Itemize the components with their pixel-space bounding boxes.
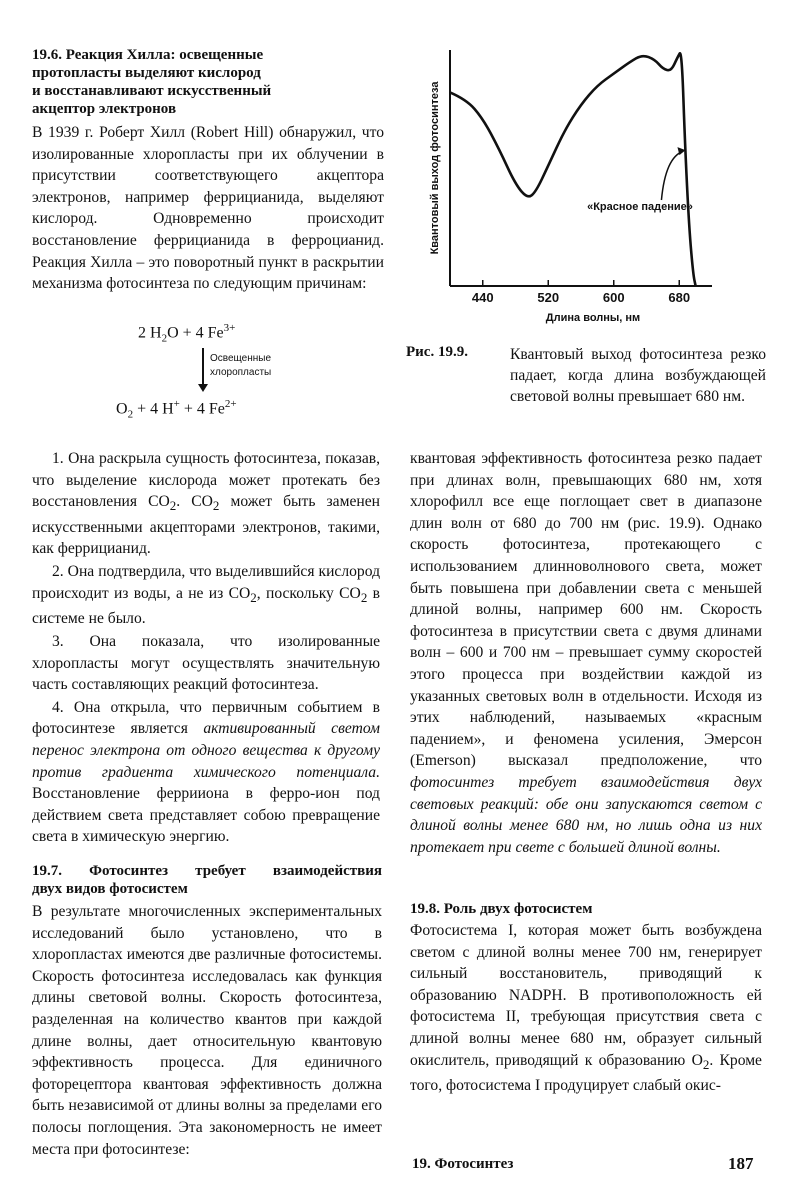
section-19-7-text: В результате многочисленных экспериментальных исследований было установлено, что в хлоропластах имеются две различные фотосистемы. Скорость фотосинтеза исследовалась как функция длины световой волны. Скорость фотосинтеза, разделенная на количество квантов при каждой длине волны, дает относительную квантовую эффективность процесса. Для единичного фоторецептора квантовая эффективность должна быть независимой от длины волны за пределами его полосы поглощения. Эта закономерность не имеет места при фотосинтезе: bbox=[32, 903, 382, 1158]
quantum-yield-chart bbox=[420, 40, 720, 330]
section-19-6-heading: 19.6. Реакция Хилла: освещенные протопласты выделяют кислород и восстанавливают искусственный акцептор электронов bbox=[32, 47, 272, 117]
hill-equation bbox=[116, 322, 380, 422]
figure-caption bbox=[406, 344, 766, 407]
section-19-6-intro: В 1939 г. Роберт Хилл (Robert Hill) обнаружил, что изолированные хлоропласты при их облучении в присутствии соответствующего акцептора электронов, например феррицианида, выделяют кислород. Одновременно происходит восстановление феррицианида в ферроцианид. Реакция Хилла – это поворотный пункт в раскрытии механизма фотосинтеза по следующим причинам: bbox=[32, 124, 384, 293]
x-tick-label: 520 bbox=[537, 290, 560, 305]
list-item: 3. Она показала, что изолированные хлоропласты могут осуществлять значительную часть составляющих реакций фотосинтеза. bbox=[32, 632, 380, 694]
list-item: 1. Она раскрыла сущность фотосинтеза, показав, что выделение кислорода может протекать без восстановления $CO_2$. $CO_2$ может быть заменен искусственными акцепторами электронов, такими, как феррицианид. bbox=[32, 450, 380, 558]
equation-top: 2 $H_2O + 4$ $Fe^{3+}$ bbox=[138, 322, 236, 345]
x-tick-label: 440 bbox=[471, 290, 494, 305]
section-19-8-text: Фотосистема I, которая может быть возбуждена светом с длиной волны менее 700 нм, генерирует сильный восстановитель, приводящий к образованию NADPH. В противоположность ей фотосистема II, требующая присутствия света с длиной волны менее 680 нм, образует сильный окислитель, приводящий к образованию $O_2$. Кроме того, фотосистема I продуцирует слабый окис- bbox=[410, 922, 762, 1095]
figure-caption-text: Квантовый выход фотосинтеза резко падает, когда длина возбуждающей световой волны превышает 680 нм. bbox=[510, 346, 766, 405]
hill-reaction-list bbox=[32, 448, 380, 848]
section-19-7-heading: 19.7. Фотосинтез требует взаимодействия двух видов фотосистем bbox=[32, 863, 382, 897]
section-19-8 bbox=[410, 900, 762, 1097]
x-axis-label: Длина волны, нм bbox=[545, 312, 641, 324]
equation-bottom: $O_2 + 4$ H+ + 4 $Fe^{2+}$ bbox=[116, 398, 237, 421]
annotation-arrow bbox=[661, 151, 683, 200]
list-item: 2. Она подтвердила, что выделившийся кислород происходит из воды, а не из $CO_2$, поскольку $CO_2$ в системе не было. bbox=[32, 563, 380, 628]
right-column-text: квантовая эффективность фотосинтеза резко падает при длинах волн, превышающих 680 нм, хотя хлорофилл все еще поглощает свет в диапазоне длин волн от 680 до 700 нм (рис. 19.9). Однако скорость фотосинтеза, протекающего с использованием длинноволнового света, может быть повышена при добавлении света с меньшей длиной волны, например 600 нм. Скорость фотосинтеза в присутствии света с двумя длинами волн – 600 и 700 нм – превышает сумму скоростей этого процесса при воздействии каждой из указанных световых волн в отдельности. Исходя из этих наблюдений, называемых «красным падением», и феномена усиления, Эмерсон (Emerson) высказал предположение, что фотосинтез требует взаимодействия двух световых реакций: обе они запускаются светом с длиной волны менее 680 нм, но лишь одна из них протекает при свете с большей длиной волны. bbox=[410, 450, 762, 856]
running-footer-chapter: 19. Фотосинтез bbox=[412, 1156, 514, 1172]
x-tick-label: 600 bbox=[602, 290, 625, 305]
section-19-8-heading: 19.8. Роль двух фотосистем bbox=[410, 901, 593, 917]
section-19-7 bbox=[32, 862, 382, 1160]
x-tick-label: 680 bbox=[668, 290, 691, 305]
arrow-label: Освещенные хлоропласты bbox=[210, 353, 272, 378]
reaction-arrow-head bbox=[198, 384, 208, 392]
reaction-arrow bbox=[202, 348, 204, 388]
y-axis-label: Квантовый выход фотосинтеза bbox=[429, 81, 441, 255]
quantum-yield-series-line bbox=[450, 53, 696, 286]
page-number: 187 bbox=[728, 1154, 754, 1173]
section-19-6 bbox=[32, 46, 384, 295]
red-drop-annotation: «Красное падение» bbox=[587, 201, 693, 213]
list-item: 4. Она открыла, что первичным событием в фотосинтезе является активированный светом перенос электрона от одного вещества к другому против градиента химического потенциала. Восстановление феррииона в ферро-ион под действием света представляет собою превращение света в химическую энергию. bbox=[32, 698, 380, 846]
figure-label: Рис. 19.9. bbox=[406, 344, 468, 360]
